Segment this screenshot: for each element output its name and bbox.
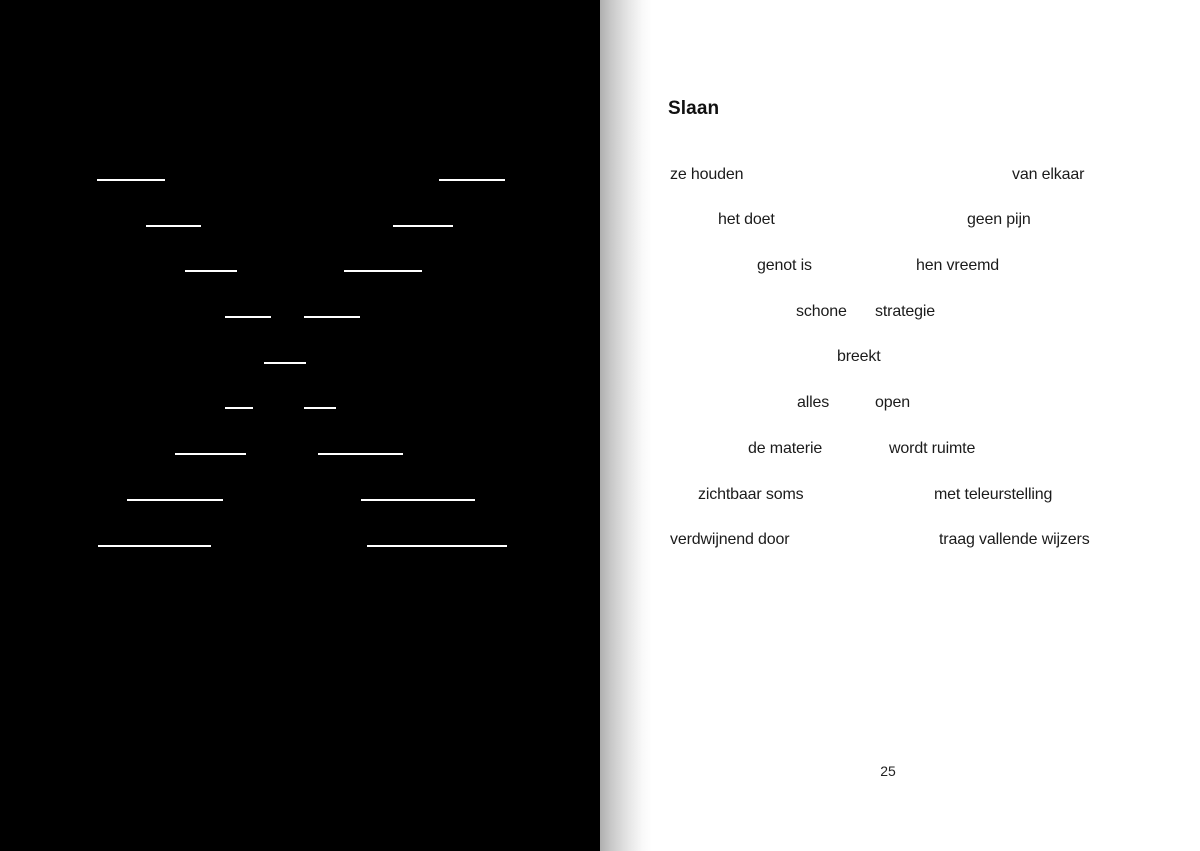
redacted-line bbox=[304, 316, 360, 318]
poem-word: ze houden bbox=[670, 166, 744, 183]
poem-word: traag vallende wijzers bbox=[939, 531, 1090, 548]
redacted-line bbox=[318, 453, 403, 455]
poem-word: verdwijnend door bbox=[670, 531, 790, 548]
redacted-line bbox=[97, 179, 165, 181]
redacted-line bbox=[225, 316, 271, 318]
redacted-line bbox=[185, 270, 237, 272]
poem-word: van elkaar bbox=[1012, 166, 1085, 183]
redacted-line bbox=[439, 179, 505, 181]
redacted-line bbox=[367, 545, 507, 547]
poem-title: Slaan bbox=[668, 98, 720, 119]
poem-word: hen vreemd bbox=[916, 257, 999, 274]
poem-word: open bbox=[875, 394, 910, 411]
poem-word: wordt ruimte bbox=[889, 440, 976, 457]
redacted-line bbox=[344, 270, 422, 272]
redacted-line bbox=[146, 225, 201, 227]
redacted-line bbox=[264, 362, 306, 364]
redacted-line bbox=[127, 499, 223, 501]
redacted-line bbox=[393, 225, 453, 227]
poem-word: de materie bbox=[748, 440, 823, 457]
poem-word: alles bbox=[797, 394, 830, 411]
poem-word: met teleurstelling bbox=[934, 486, 1053, 503]
poem-word: het doet bbox=[718, 211, 775, 228]
redacted-line bbox=[304, 407, 336, 409]
redacted-line bbox=[175, 453, 246, 455]
redacted-line bbox=[98, 545, 211, 547]
poem-word: geen pijn bbox=[967, 211, 1031, 228]
page-number: 25 bbox=[880, 763, 896, 779]
poem-word: zichtbaar soms bbox=[698, 486, 804, 503]
poem-word: breekt bbox=[837, 348, 881, 365]
poem-word: genot is bbox=[757, 257, 812, 274]
redacted-line bbox=[361, 499, 475, 501]
poem-word: schone bbox=[796, 303, 847, 320]
poem-word: strategie bbox=[875, 303, 936, 320]
redacted-line bbox=[225, 407, 253, 409]
